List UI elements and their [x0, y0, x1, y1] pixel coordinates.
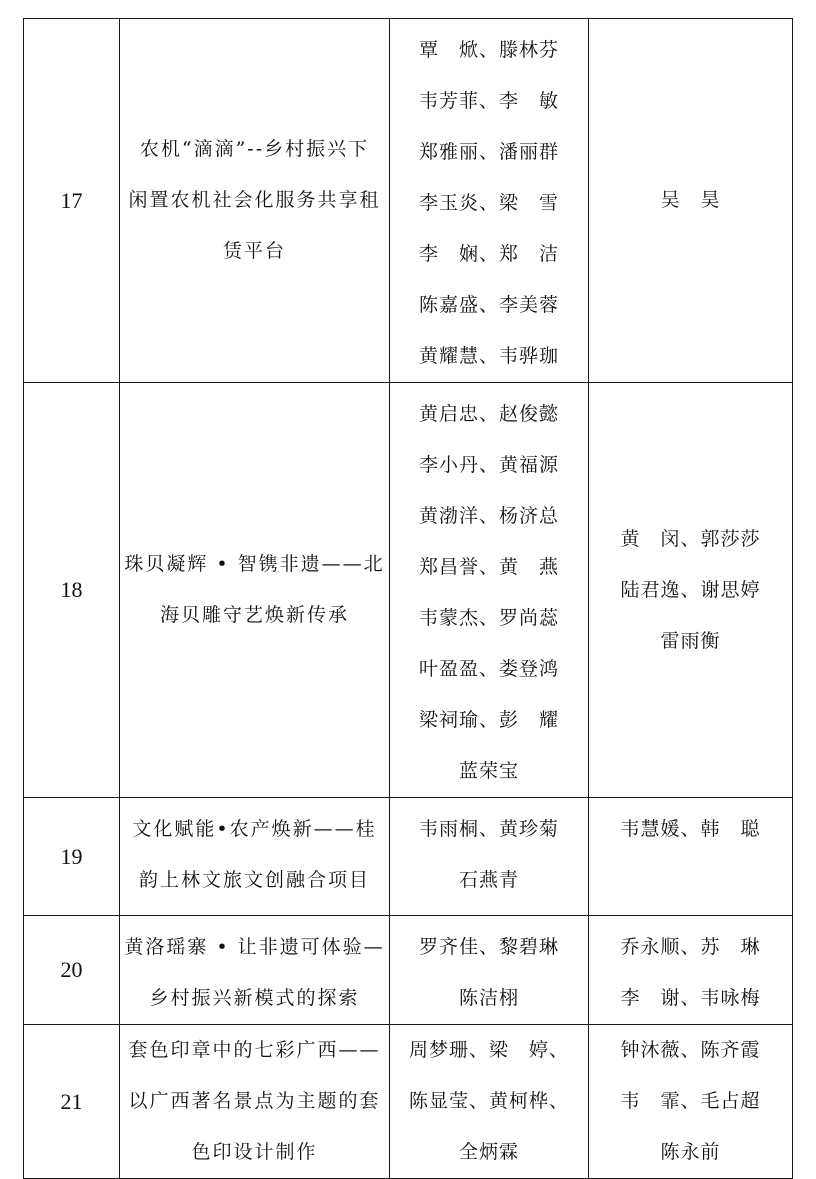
project-title-line: 闲置农机社会化服务共享租 [128, 189, 381, 211]
table-row [24, 383, 793, 798]
member-line: 李小丹、黄福源 [418, 454, 559, 476]
member-line: 罗齐佳、黎碧琳 [418, 936, 559, 958]
member-line: 陈嘉盛、李美蓉 [418, 294, 559, 316]
project-title-line: 套色印章中的七彩广西—— [128, 1039, 381, 1061]
member-line: 覃 焮、滕林芬 [418, 39, 559, 61]
row-number: 19 [24, 798, 120, 916]
advisors [589, 798, 793, 916]
advisor-line: 陆君逸、谢思婷 [620, 578, 761, 601]
project-title-line: 乡村振兴新模式的探索 [149, 987, 360, 1009]
advisors [589, 916, 793, 1025]
row-number: 17 [24, 19, 120, 383]
table-row [24, 19, 793, 383]
project-title [120, 916, 390, 1025]
advisor-line: 雷雨衡 [660, 629, 721, 652]
advisors [589, 1025, 793, 1179]
project-title-line: 色印设计制作 [191, 1141, 318, 1163]
member-line: 石燕青 [458, 869, 519, 891]
member-line: 郑昌誉、黄 燕 [418, 556, 559, 578]
member-line: 叶盈盈、娄登鸿 [418, 658, 559, 680]
team-members [390, 383, 589, 798]
advisors [589, 19, 793, 383]
award-roster-table [23, 18, 793, 1179]
project-title-line: 赁平台 [222, 240, 286, 262]
project-title-line: 文化赋能•农产焕新——桂 [132, 818, 377, 840]
team-members [390, 19, 589, 383]
advisor-line: 李 谢、韦咏梅 [620, 987, 761, 1009]
member-line: 黄启忠、赵俊懿 [418, 403, 559, 425]
advisor-line: 钟沐薇、陈齐霞 [620, 1039, 761, 1061]
member-line: 黄耀慧、韦骅珈 [418, 345, 559, 367]
member-line: 韦蒙杰、罗尚蕊 [418, 607, 559, 629]
team-members [390, 798, 589, 916]
project-title [120, 19, 390, 383]
member-line: 陈洁栩 [458, 987, 519, 1009]
advisor-line: 吴 昊 [660, 189, 721, 211]
row-number: 18 [24, 383, 120, 798]
table-row [24, 798, 793, 916]
member-line: 韦雨桐、黄珍菊 [418, 818, 559, 840]
project-title-line: 黄洛瑶寨 • 让非遗可体验— [124, 936, 385, 958]
project-title [120, 798, 390, 916]
project-title-line: 韵上林文旅文创融合项目 [138, 869, 370, 891]
team-members [390, 1025, 589, 1179]
member-line: 周梦珊、梁 婷、 [408, 1039, 569, 1061]
member-line: 李 娴、郑 洁 [418, 243, 559, 265]
member-line: 陈显莹、黄柯桦、 [408, 1090, 569, 1112]
member-line: 蓝荣宝 [458, 760, 519, 782]
advisor-line: 韦 霏、毛占超 [620, 1090, 761, 1112]
project-title-line: 农机“滴滴”--乡村振兴下 [139, 138, 370, 160]
team-members [390, 916, 589, 1025]
member-line: 梁祠瑜、彭 耀 [418, 709, 559, 731]
member-line: 全炳霖 [458, 1141, 519, 1163]
advisor-line: 韦慧媛、韩 聪 [620, 818, 761, 840]
row-number: 20 [24, 916, 120, 1025]
advisor-line: 陈永前 [660, 1141, 721, 1163]
member-line: 李玉炎、梁 雪 [418, 192, 559, 214]
member-line: 韦芳菲、李 敏 [418, 90, 559, 112]
table-row [24, 1025, 793, 1179]
advisor-line: 乔永顺、苏 琳 [620, 936, 761, 958]
project-title [120, 383, 390, 798]
row-number: 21 [24, 1025, 120, 1179]
member-line: 黄渤洋、杨济总 [418, 505, 559, 527]
advisors [589, 383, 793, 798]
project-title-line: 海贝雕守艺焕新传承 [159, 604, 349, 626]
project-title-line: 珠贝凝辉 • 智镌非遗——北 [124, 553, 385, 575]
advisor-line: 黄 闵、郭莎莎 [620, 527, 761, 550]
project-title-line: 以广西著名景点为主题的套 [128, 1090, 381, 1112]
project-title [120, 1025, 390, 1179]
table-row [24, 916, 793, 1025]
member-line: 郑雅丽、潘丽群 [418, 141, 559, 163]
